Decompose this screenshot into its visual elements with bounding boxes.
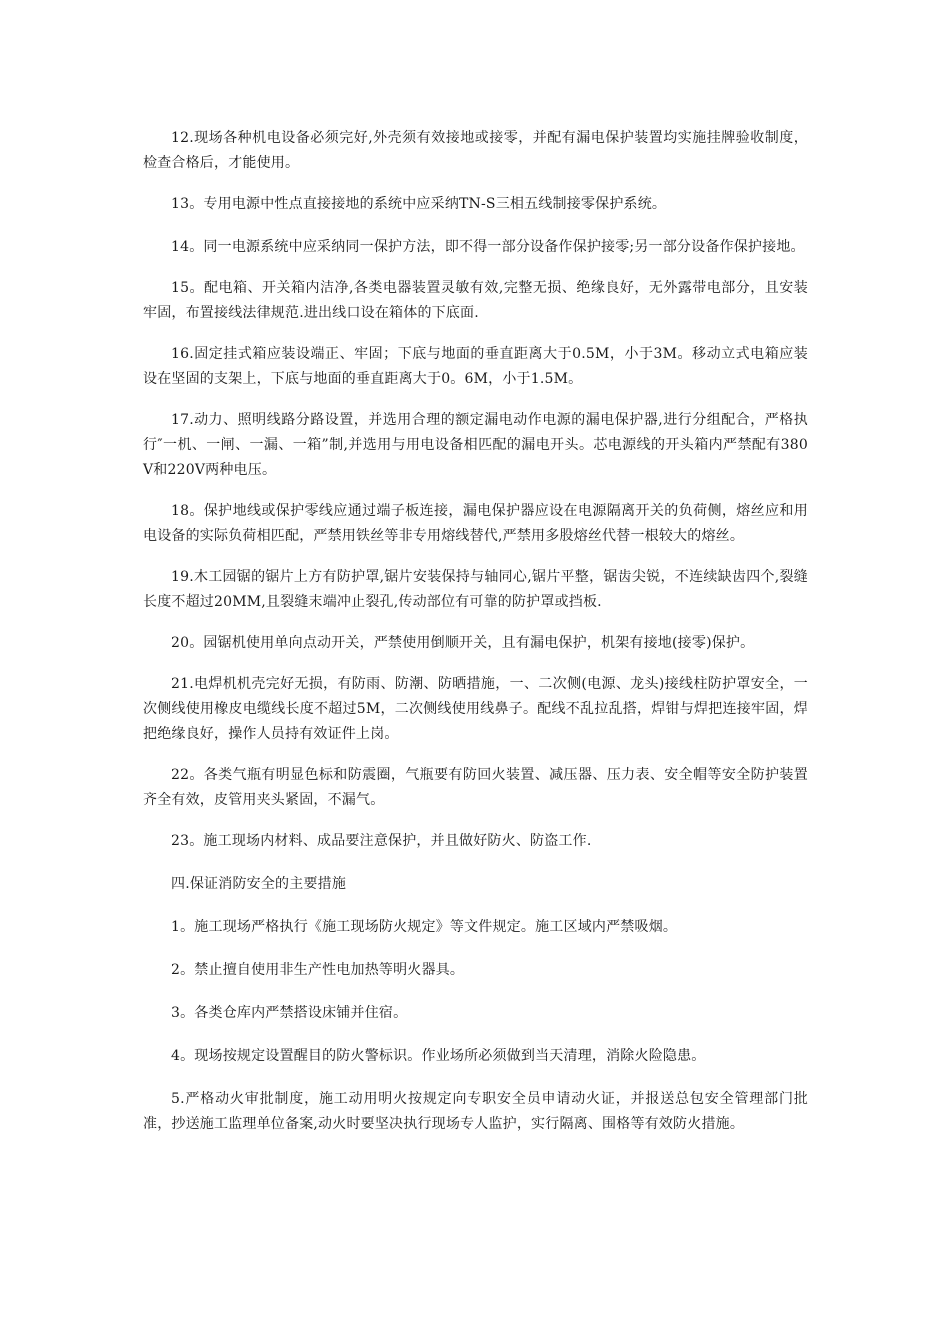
- fire-item-4: 4。现场按规定设置醒目的防火警标识。作业场所必须做到当天清理，消除火险隐患。: [171, 1048, 706, 1064]
- paragraph-18: 18。保护地线或保护零线应通过端子板连接，漏电保护器应设在电源隔离开关的负荷侧，熔丝应和用电设备的实际负荷相匹配，严禁用铁丝等非专用熔线替代,严禁用多股熔丝代替一根较大的熔丝。: [143, 503, 808, 544]
- paragraph-15: 15。配电箱、开关箱内洁净,各类电器装置灵敏有效,完整无损、绝缘良好，无外露带电部分，且安装牢固，布置接线法律规范.进出线口设在箱体的下底面.: [143, 280, 808, 321]
- document-body: [143, 126, 808, 1153]
- paragraph-14: 14。同一电源系统中应采纳同一保护方法，即不得一部分设备作保护接零;另一部分设备作保护接地。: [171, 239, 805, 255]
- paragraph-12: 12.现场各种机电设备必须完好,外壳须有效接地或接零，并配有漏电保护装置均实施挂牌验收制度，检查合格后，才能使用。: [143, 130, 808, 171]
- section-heading-fire-safety: 四.保证消防安全的主要措施: [171, 876, 347, 892]
- paragraph-23: 23。施工现场内材料、成品要注意保护，并且做好防火、防盗工作.: [171, 833, 592, 849]
- paragraph-13: 13。专用电源中性点直接接地的系统中应采纳TN-S三相五线制接零保护系统。: [171, 196, 667, 212]
- paragraph-20: 20。园锯机使用单向点动开关，严禁使用倒顺开关，且有漏电保护，机架有接地(接零)保护。: [171, 635, 755, 651]
- paragraph-16: 16.固定挂式箱应装设端正、牢固；下底与地面的垂直距离大于0.5M，小于3M。移动立式电箱应装设在坚固的支架上，下底与地面的垂直距离大于0。6M，小于1.5M。: [143, 346, 808, 387]
- fire-item-2: 2。禁止擅自使用非生产性电加热等明火器具。: [171, 962, 465, 978]
- fire-item-1: 1。施工现场严格执行《施工现场防火规定》等文件规定。施工区域内严禁吸烟。: [171, 919, 678, 935]
- fire-item-3: 3。各类仓库内严禁搭设床铺并住宿。: [171, 1005, 408, 1021]
- fire-item-5: 5.严格动火审批制度，施工动用明火按规定向专职安全员申请动火证，并报送总包安全管理部门批准，抄送施工监理单位备案,动火时要坚决执行现场专人监护，实行隔离、围格等有效防火措施。: [143, 1091, 808, 1132]
- paragraph-22: 22。各类气瓶有明显色标和防震圈，气瓶要有防回火装置、减压器、压力表、安全帽等安全防护装置齐全有效，皮管用夹头紧固，不漏气。: [143, 767, 808, 808]
- paragraph-17: 17.动力、照明线路分路设置，并选用合理的额定漏电动作电源的漏电保护器,进行分组配合，严格执行″一机、一闸、一漏、一箱”制,并选用与用电设备相匹配的漏电开头。芯电源线的开头箱内严禁配有380V和220V两种电压。: [143, 412, 808, 478]
- paragraph-21: 21.电焊机机壳完好无损，有防雨、防潮、防晒措施，一、二次侧(电源、龙头)接线柱防护罩安全，一次侧线使用橡皮电缆线长度不超过5M，二次侧线使用线鼻子。配线不乱拉乱搭，焊钳与焊把连接牢固，焊把绝缘良好，操作人员持有效证件上岗。: [143, 676, 808, 742]
- paragraph-19: 19.木工园锯的锯片上方有防护罩,锯片安装保持与轴同心,锯片平整，锯齿尖锐，不连续缺齿四个,裂缝长度不超过20MM,且裂缝末端冲止裂孔,传动部位有可靠的防护罩或挡板.: [143, 569, 808, 610]
